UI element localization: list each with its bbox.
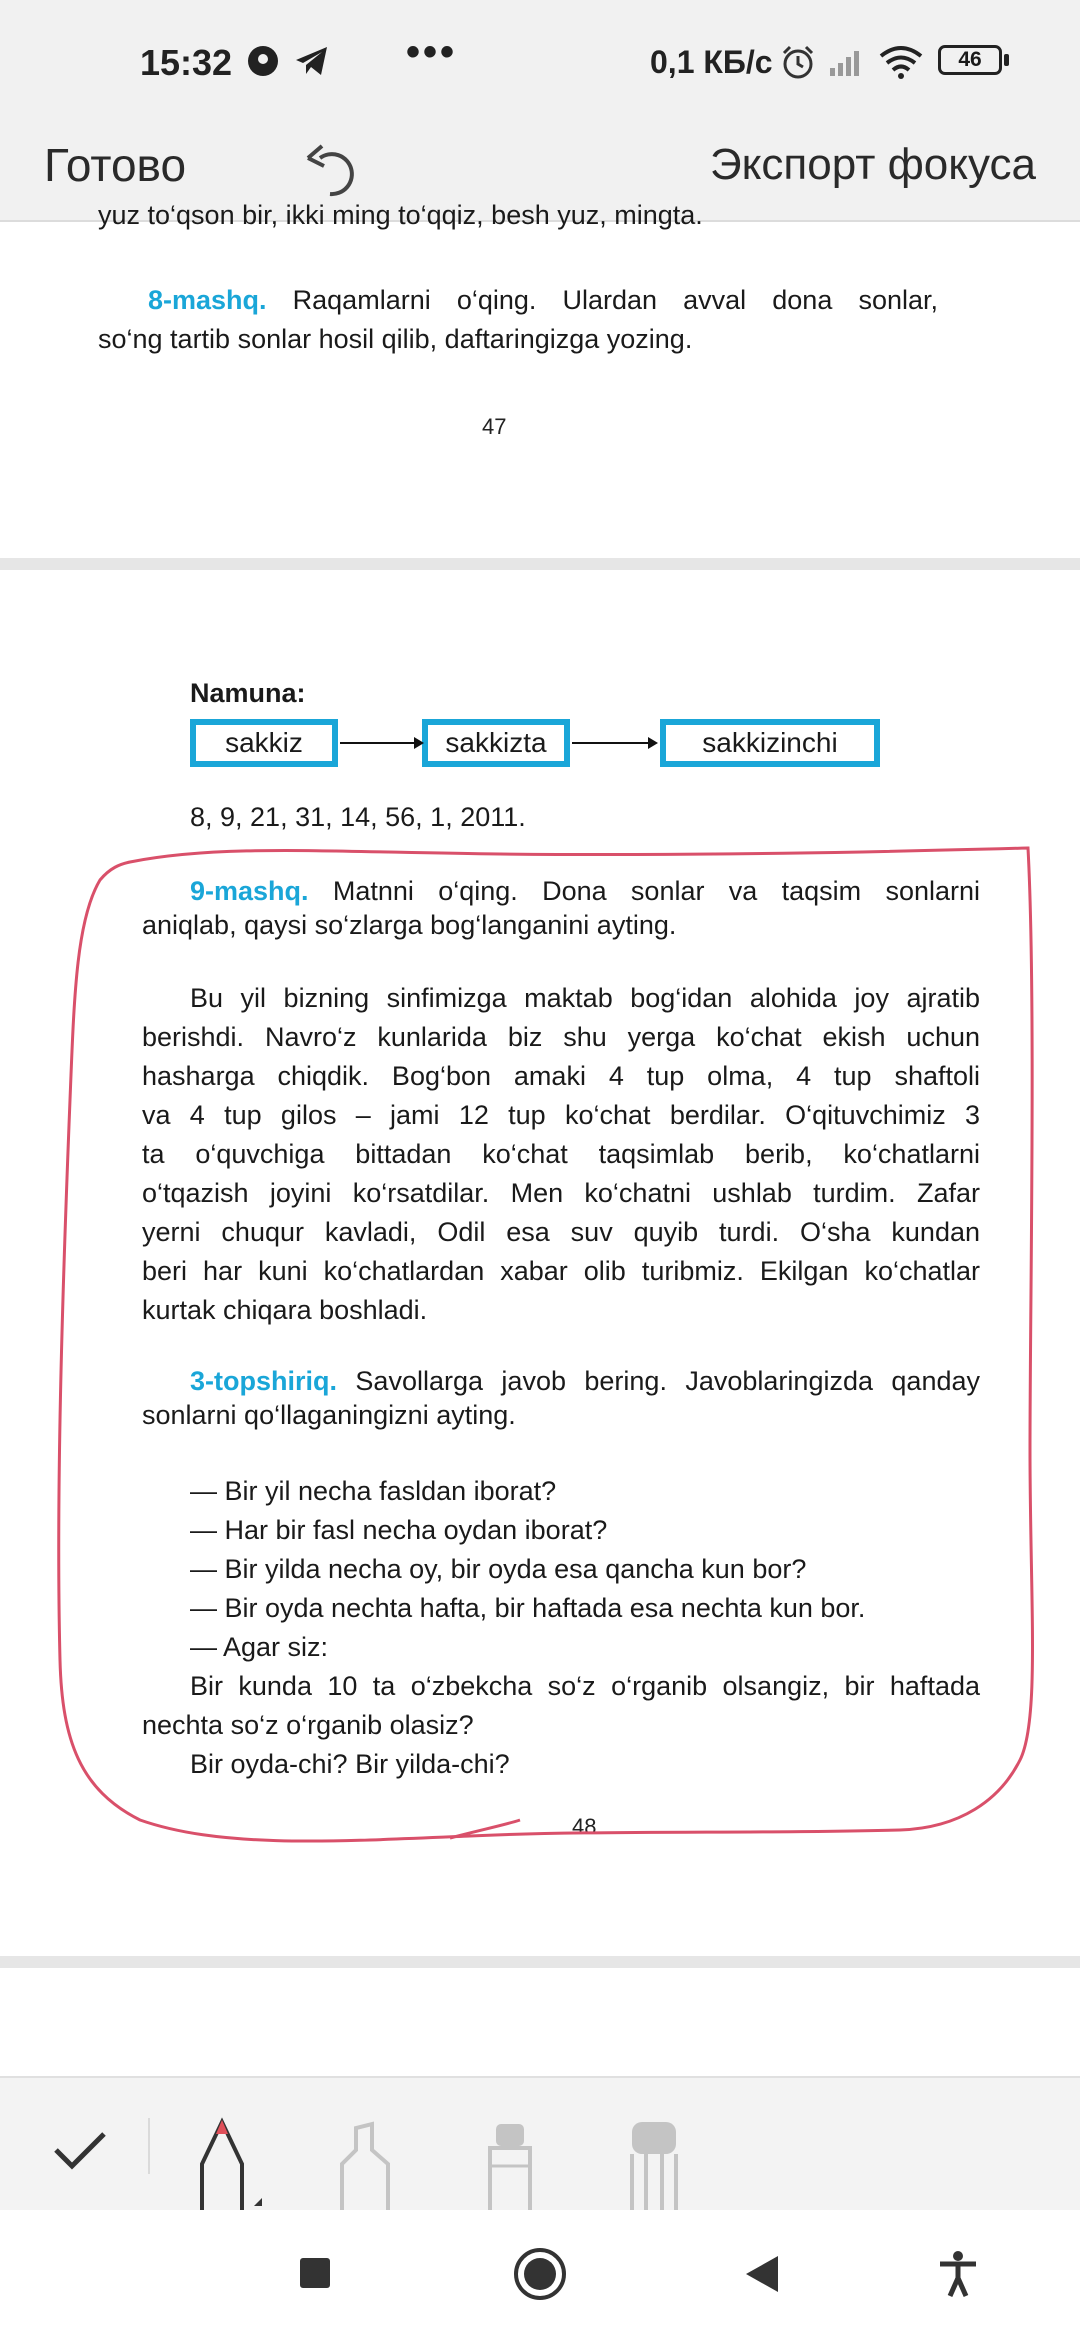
exercise-8-line-2: so‘ng tartib sonlar hosil qilib, daftaringizga yozing.: [98, 324, 693, 354]
paragraph-line: hasharga chiqdik. Bog‘bon amaki 4 tup olma, 4 tup shaftoli: [142, 1061, 980, 1091]
overflow-dots: •••: [406, 30, 458, 74]
back-triangle-icon[interactable]: [742, 2252, 782, 2296]
recents-square-icon[interactable]: [300, 2258, 330, 2288]
network-speed: 0,1 КБ/с: [650, 44, 773, 80]
exercise-9-label: 9-mashq.: [190, 876, 309, 906]
exercise-8-text-1: Raqamlarni o‘qing. Ulardan avval dona sonlar,: [266, 285, 938, 315]
page-separator: [0, 1956, 1080, 1968]
question-tail-1: Bir kunda 10 ta o‘zbekcha so‘z o‘rganib olsangiz, bir haftada: [190, 1671, 980, 1701]
home-circle-icon[interactable]: [512, 2246, 568, 2302]
status-time: 15:32: [140, 42, 233, 83]
page-number-47: 47: [482, 414, 507, 439]
paragraph-line: yerni chuqur kavladi, Odil esa suv quyib turdi. O‘sha kundan: [142, 1217, 980, 1247]
sample-box-2: sakkizta: [422, 719, 570, 767]
battery-level: 46: [958, 48, 982, 71]
highlighter-tool-icon[interactable]: [336, 2114, 396, 2214]
task-3-text-1: Savollarga javob bering. Javoblaringizda qanday: [337, 1366, 980, 1396]
paragraph-line: o‘tqazish joyini ko‘rsatdilar. Men ko‘chatni ushlab turdim. Zafar: [142, 1178, 980, 1208]
sample-box-3: sakkizinchi: [660, 719, 880, 767]
task-3-label: 3-topshiriq.: [190, 1366, 337, 1396]
sample-box-1: sakkiz: [190, 719, 338, 767]
question-item: — Bir oyda nechta hafta, bir haftada esa nechta kun bor.: [190, 1593, 866, 1623]
done-button[interactable]: Готово: [44, 139, 187, 191]
cut-off-line: yuz to‘qson bir, ikki ming to‘qqiz, besh yuz, mingta.: [98, 200, 703, 230]
paragraph-line: berishdi. Navro‘z kunlarida biz shu yerga ko‘chat ekish uchun: [142, 1022, 980, 1052]
question-tail-3: Bir oyda-chi? Bir yilda-chi?: [190, 1749, 510, 1779]
paragraph-line: beri har kuni ko‘chatlardan xabar olib turibmiz. Ekilgan ko‘chatlar: [142, 1256, 980, 1286]
paragraph-line: ta o‘quvchiga bittadan ko‘chat taqsimlab berib, ko‘chatlarni: [142, 1139, 980, 1169]
numbers-line: 8, 9, 21, 31, 14, 56, 1, 2011.: [190, 802, 526, 832]
paragraph-line: va 4 tup gilos – jami 12 tup ko‘chat berdilar. O‘qituvchimiz 3: [142, 1100, 980, 1130]
exercise-9-text-1: Matnni o‘qing. Dona sonlar va taqsim sonlarni: [308, 876, 980, 906]
question-item: — Bir yilda necha oy, bir oyda esa qancha kun bor?: [190, 1554, 807, 1584]
eraser-tool-icon[interactable]: [624, 2114, 684, 2214]
namuna-label: Namuna:: [190, 678, 306, 708]
marker-tool-icon[interactable]: [480, 2114, 540, 2214]
question-item: — Agar siz:: [190, 1632, 329, 1662]
paragraph-line: Bu yil bizning sinfimizga maktab bog‘idan alohida joy ajratib: [190, 983, 980, 1013]
confirm-check-icon[interactable]: [52, 2128, 108, 2172]
drawing-tool-bar: [0, 2076, 1080, 2212]
exercise-8-label: 8-mashq.: [148, 285, 267, 315]
task-3-line-2: sonlarni qo‘llaganingizni ayting.: [142, 1400, 516, 1430]
paragraph-line: kurtak chiqara boshladi.: [142, 1295, 428, 1325]
question-item: — Har bir fasl necha oydan iborat?: [190, 1515, 608, 1545]
accessibility-icon[interactable]: [938, 2250, 978, 2298]
pen-tool-icon[interactable]: [192, 2114, 272, 2214]
export-focus-button[interactable]: Экспорт фокуса: [710, 140, 1036, 189]
page-number-48: 48: [572, 1814, 597, 1839]
question-tail-2: nechta so‘z o‘rganib olasiz?: [142, 1710, 474, 1740]
question-item: — Bir yil necha fasldan iborat?: [190, 1476, 557, 1506]
system-nav-bar: [0, 2210, 1080, 2340]
exercise-9-line-2: aniqlab, qaysi so‘zlarga bog‘langanini ayting.: [142, 910, 677, 940]
tool-divider: [148, 2118, 150, 2174]
